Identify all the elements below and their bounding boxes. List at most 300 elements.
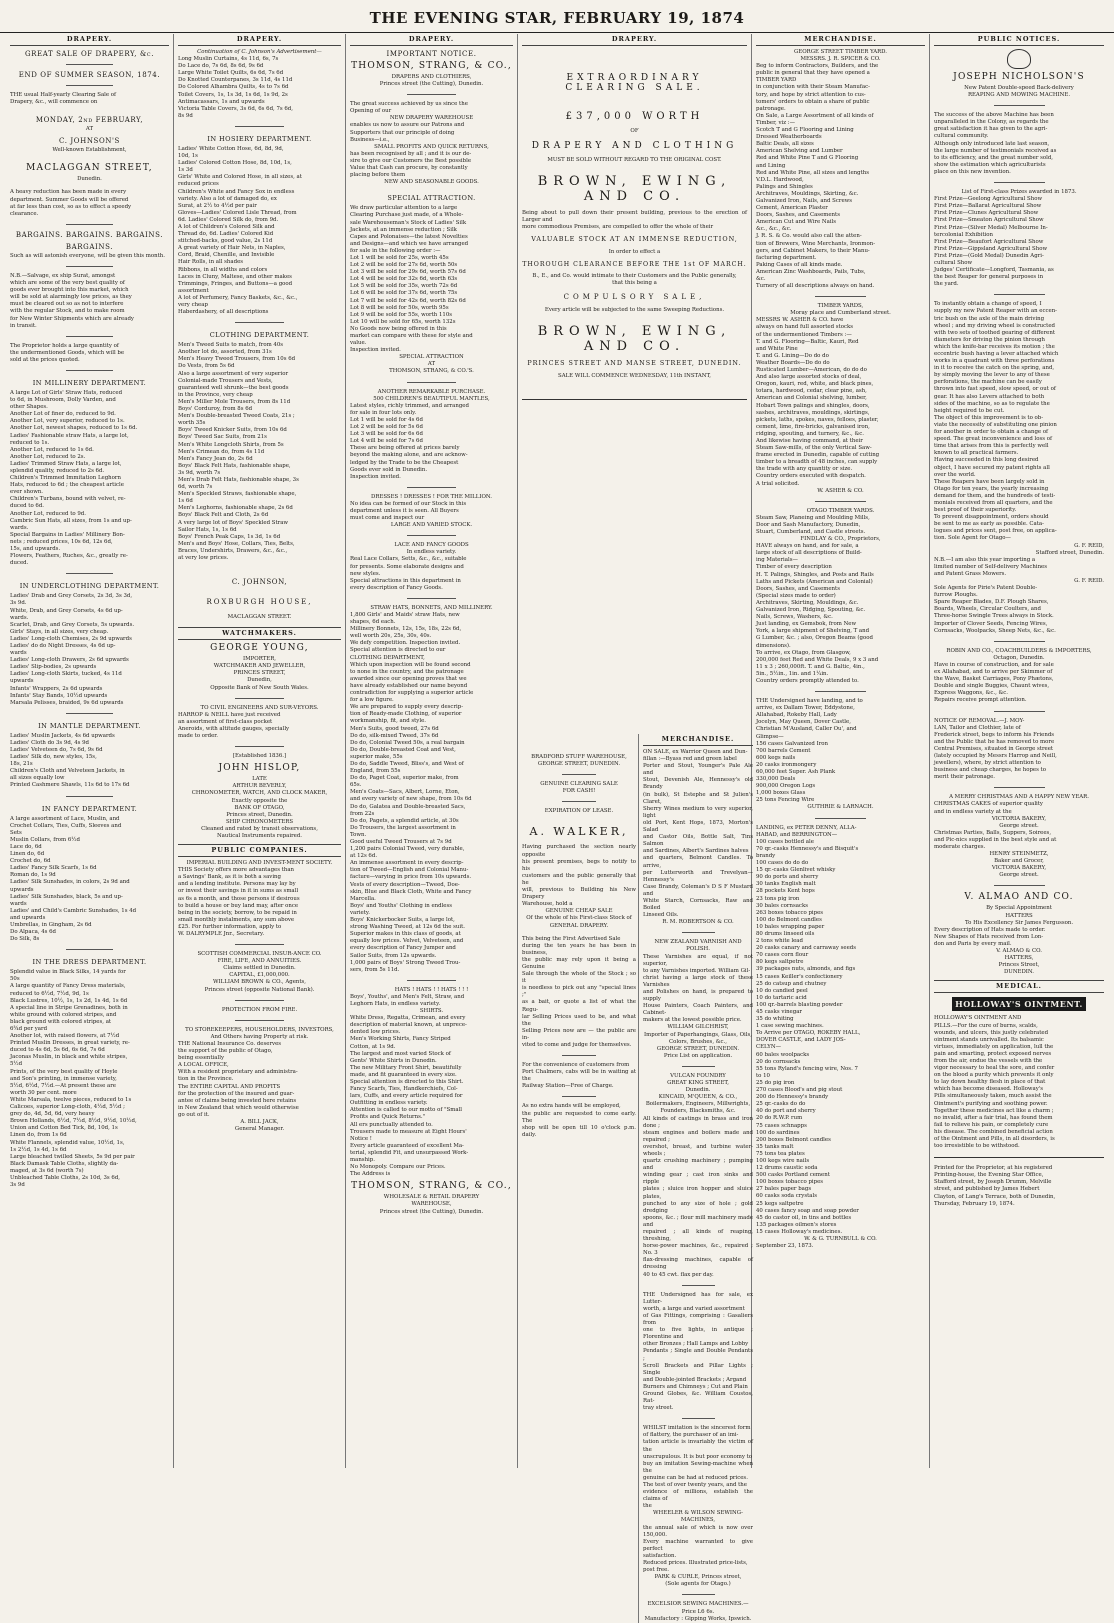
ad-line: FIRE, LIFE, AND ANNUITIES. — [217, 958, 302, 965]
text-line: tation article is invariably the victim of the — [643, 1439, 753, 1453]
text-line: satisfaction. — [643, 1552, 677, 1559]
text-line: Special attractions in this department in — [350, 577, 461, 584]
text-line: placing before them — [350, 172, 406, 179]
text-line: public in general that they have opened a — [756, 70, 870, 77]
text-line: worth, a large and varied assortment — [643, 1305, 745, 1312]
text-line: Antimacassars, 1s and upwards — [178, 98, 265, 105]
text-line: 45 casks vinegar — [756, 1009, 802, 1015]
text-line: very cheap — [178, 302, 208, 308]
text-line: 25 do pig iron — [756, 1079, 795, 1086]
text-line: with two sets of toothed gearing of different — [934, 329, 1055, 336]
text-line: Notice ! — [350, 1135, 372, 1142]
divider — [235, 746, 284, 747]
text-line: 75 cases schnapps — [756, 1122, 807, 1129]
text-line: Lot 2 will be sold for 27s 6d, worth 50s — [350, 262, 458, 269]
text-line: makers at the lowest possible price. — [643, 1017, 742, 1024]
ad-body — [522, 844, 636, 908]
department-heading: IN MANTLE DEPARTMENT. — [38, 721, 141, 730]
text-line: First Prize—Gippsland Agricultural Show — [934, 245, 1048, 252]
text-line: A large assortment of Lace, Muslin, and — [10, 815, 120, 822]
text-line: WHILST imitation is the sincerest form — [643, 1425, 751, 1432]
divider — [235, 1000, 284, 1001]
text-line: timber to a breadth of 48 inches, can supply — [756, 459, 878, 466]
text-line: MESSRS W. ASHER & CO. have — [756, 317, 844, 324]
text-line: shop will be open till 10 o'clock p.m. daily. — [522, 1124, 636, 1138]
text-line: other Shapes. — [10, 404, 48, 411]
firm-name: GEORGE YOUNG, — [210, 643, 309, 654]
ad-highlight: THOROUGH CLEARANCE BEFORE THE 1st OF MARCH. — [522, 260, 747, 268]
column-heading: PUBLIC NOTICES. — [934, 34, 1104, 46]
text-line: Ladies' do do Night Dresses, 4s 6d up- — [10, 642, 116, 649]
ad-body — [756, 515, 925, 536]
ad-address: GEORGE STREET, DUNEDIN. — [537, 761, 621, 768]
text-line: Just landing, ex Gemsbok, from New — [756, 621, 857, 628]
ad-line: Dunedin. — [685, 1087, 711, 1094]
text-line: Doors, Sashes, and Casements — [756, 212, 840, 219]
text-line: The largest and most varied Stock of — [350, 1050, 451, 1057]
text-line: Architraves, Mouldings, Skirting, &c. — [756, 190, 859, 197]
text-line: shapes, 6d each. — [350, 619, 396, 626]
text-line: Cotton, at 1s 9d. — [350, 1043, 396, 1050]
text-line: Laths and Pickets (American and Colonial) — [756, 578, 873, 585]
text-line: is needless to pick out any "special lines ;" — [522, 985, 636, 999]
ad-body — [934, 718, 1104, 782]
text-line: On Sale, a Large Assortment of all kinds of — [756, 112, 874, 119]
ad-body — [934, 301, 1104, 542]
clothing-list — [178, 342, 341, 562]
firm-name: V. ALMAO AND CO. — [964, 892, 1074, 903]
text-line: Haberdashery, of all descriptions — [178, 309, 269, 316]
text-line: Lot 1 will be sold for 4s 6d — [350, 416, 423, 423]
text-line: 1s 6d — [178, 498, 193, 505]
text-line: pickets, laths, spokes, naves, felloes, plaster, — [756, 416, 879, 423]
text-line: Crochet do, 6d — [10, 858, 51, 865]
ad-line: GEORGE STREET, DUNEDIN. — [656, 1045, 740, 1052]
text-line: maged, at 3s 6d (worth 7s) — [10, 1167, 84, 1174]
text-line: have already established our name beyond — [350, 682, 468, 689]
text-line: 35 do whiting — [756, 1016, 794, 1023]
text-line: wards. — [10, 614, 29, 621]
ad-line: Manufactory : Gipping Works, Ipswich. — [644, 1615, 752, 1622]
text-line: 15 cases Holloway's medicines. — [756, 1228, 843, 1235]
text-line: pain and smarting, protect exposed nerves — [934, 1050, 1052, 1057]
text-line: Special attention is directed to this Shirt. — [350, 1079, 464, 1085]
text-line: NOTICE OF REMOVAL.—J. MOY- — [934, 717, 1025, 724]
text-line: Do Knotted Counterpanes, 3s 11d, 4s 11d — [178, 77, 293, 84]
text-line: 100 boxes tobacco pipes — [756, 1179, 824, 1186]
ad-line: (Sole agents for Otago.) — [665, 1581, 731, 1588]
text-line: Large White Toilet Quilts, 6s 6d, 7s 6d — [178, 70, 284, 77]
text-line: duced to 6d. — [10, 503, 45, 510]
household-list — [178, 56, 341, 120]
text-line: Colonial-made Trousers and Vests, — [178, 377, 273, 384]
text-line: to build a house or buy land may, after once — [178, 902, 299, 909]
text-line: Ladies' Cloth do 3s 9d, 4s 9d — [10, 739, 89, 746]
text-line: 15 qr.-casks Glenlivet whisky — [756, 867, 836, 874]
text-line: 156 cases Galvanized Iron — [756, 740, 828, 747]
ad-subtitle: END OF SUMMER SEASON, 1874. — [18, 71, 161, 79]
text-line: For the convenience of customers from — [522, 1062, 630, 1069]
text-line: 200,000 feet Red and White Deals, 9 x 3 and — [756, 656, 879, 663]
text-line: other Bronzes ; Hall Lamps and Lobby — [643, 1341, 749, 1348]
text-line: 10d, 1s — [178, 153, 198, 160]
text-line: merit their patronage. — [934, 774, 996, 781]
firm-trade: CHRONOMETER, WATCH, AND CLOCK MAKER, — [191, 790, 328, 797]
text-line: No idea can be formed of our Stock in this — [350, 500, 467, 507]
text-line: 10 do tartaric acid — [756, 994, 807, 1001]
text-line: Ladies' Colored Cotton Hose, 8d, 10d, 1s, — [178, 160, 292, 167]
ad-body — [756, 543, 925, 685]
text-line: These are being offered at prices barely — [350, 445, 460, 452]
text-line: made, and fit guaranteed in every size. — [350, 1071, 457, 1078]
text-line: wards. — [10, 524, 29, 531]
text-line: Thursday, February 19, 1874. — [934, 1200, 1015, 1207]
ad-body — [934, 830, 1104, 851]
text-line: and Patent Grass Mowers. — [934, 570, 1007, 577]
text-line: Trousers made to measure at Eight Hours' — [350, 1128, 467, 1135]
text-line: and upwards — [10, 914, 46, 921]
text-line: to any Varnishes imported. William Gil- — [643, 967, 751, 974]
text-line: white ground with colored stripes, and — [10, 1011, 117, 1018]
text-line: Muslin Collars, from 6½d — [10, 836, 80, 843]
dress-list — [10, 969, 169, 1189]
section-heading: MEDICAL. — [934, 980, 1104, 993]
ad-title: WHEELER & WILSON SEWING-MACHINES, — [653, 1510, 743, 1524]
text-line: Special Bargains in Ladies' Millinery Bon- — [10, 531, 125, 538]
text-line: department unless it is seen. All Buyers — [350, 507, 459, 514]
text-line: White Flannels, splendid value, 10½d, 1s, — [10, 1139, 125, 1146]
text-line: Boys' Black Felt Hats, fashionable shape, — [178, 462, 291, 469]
text-line: great satisfaction it has given to the agri- — [934, 126, 1048, 133]
section-heading: LACE AND FANCY GOODS — [394, 542, 469, 549]
section-heading: PUBLIC COMPANIES. — [178, 844, 341, 857]
divider — [66, 64, 114, 65]
text-line: quartz crushing machinery ; pumping and — [643, 1158, 753, 1172]
text-line: £25. For further information, apply to — [178, 923, 282, 930]
text-line: And likewise having command, at their — [756, 437, 863, 444]
text-line: Rusticated Lumber—American, do do do — [756, 367, 867, 374]
text-line: terial, splendid Fit, and unsurpassed Work- — [350, 1149, 469, 1156]
signature-name: A. BILL JACK, — [240, 1118, 279, 1125]
text-line: duced to 4s 6d, 5s 6d, 6s 6d, 7s 6d — [10, 1047, 105, 1054]
text-line: Being about to pull down their present building, previous to the erection of Larger and — [522, 210, 747, 224]
text-line: The Proprietor holds a large quantity of — [10, 342, 119, 349]
ad-body — [643, 954, 753, 1025]
text-line: Linen do, from 1s 6d — [10, 1132, 67, 1139]
text-line: ridging, spouting, and turnery, &c., &c. — [756, 430, 864, 437]
text-line: House Painters, Coach Painters, and Cabinet- — [643, 1003, 753, 1017]
text-line: Do do, Saddle Tweed, Bliss's, and West of — [350, 760, 464, 767]
text-line: facture—varying in price from 10s upwards. — [350, 874, 472, 881]
text-line: Glimpse— — [756, 733, 784, 740]
text-line: 1s 2½d, 1s 4d, 1s 6d — [10, 1146, 67, 1153]
text-line: Printed for the Proprietor, at his registered — [934, 1165, 1053, 1172]
text-line: Ladies' Silk Sunshades, in colors, 2s 9d and — [10, 879, 130, 886]
firm-name: R. M. ROBERTSON & CO. — [662, 919, 734, 926]
divider — [994, 641, 1045, 642]
text-line: as 6s a month, and those persons if desirous — [178, 895, 300, 902]
text-line: (Special sizes made to order) — [756, 592, 836, 599]
ad-body — [350, 122, 513, 143]
ad-body — [350, 994, 513, 1008]
text-line: Ladies' Muslin Jackets, 4s 6d upwards — [10, 732, 115, 739]
text-line: has been recognised by all ; and it is our de- — [350, 150, 472, 157]
divider — [994, 182, 1045, 183]
text-line: Do Lace do, 7s 6d, 8s 6d, 9s 6d — [178, 63, 264, 70]
text-line: 20 casks canary and carraway seeds — [756, 945, 856, 952]
firm-name: V. ALMAO & CO. — [996, 948, 1042, 955]
text-line: strong Washing Tweed, at 12s 6d the suit. — [350, 924, 465, 931]
ad-line: Moray place and Cumberland street. — [790, 310, 891, 317]
text-line: York, a large shipment of Shelving, T and — [756, 628, 870, 635]
text-line: evidence of millions, establish the claims of — [643, 1489, 753, 1503]
text-line: Aneroids, with altitude gauges, specially — [178, 725, 290, 732]
text-line: duced. — [10, 560, 29, 567]
text-line: Case Brandy, Coleman's D S F Mustard and — [643, 883, 753, 897]
text-line: First Prize—(Silver Medal) Melbourne In- — [934, 224, 1048, 231]
holloway-banner: HOLLOWAY'S OINTMENT. — [952, 997, 1086, 1011]
text-line: These Reapers have been largely sold in — [934, 478, 1045, 485]
text-line: 15 cases Keiller's confectionery — [756, 973, 843, 980]
text-line: 30 tanks English malt — [756, 881, 816, 888]
text-line: 80 kegs saltpetre — [756, 959, 804, 966]
signature-house: ROXBURGH HOUSE, — [206, 598, 313, 607]
department-heading: IN UNDERCLOTHING DEPARTMENT. — [19, 582, 160, 591]
text-line: beyond the making alone, and are acknow- — [350, 452, 468, 459]
text-line: White Marsala, twelve pieces, reduced to 1s — [10, 1096, 132, 1103]
ad-address: Octagon, Dunedin. — [993, 654, 1045, 661]
text-line: 200 do Hennessy's brandy — [756, 1094, 829, 1101]
ad-body — [10, 189, 169, 217]
text-line: sides of the machine, so as to regulate the — [934, 400, 1050, 407]
text-line: height required to be cut. — [934, 407, 1005, 414]
text-line: one to five lights, in antique ; Florentine and — [643, 1327, 753, 1341]
ad-body — [934, 662, 1104, 705]
firm-address: PRINCES STREET AND MANSE STREET, DUNEDIN. — [527, 359, 742, 368]
divider — [562, 801, 596, 802]
text-line: Superior makes in this class of goods, at — [350, 931, 461, 938]
column-heading: DRAPERY. — [10, 34, 169, 46]
firm-city: Dunedin, — [247, 677, 272, 684]
text-line: Opening of our — [350, 108, 392, 115]
ad-body — [350, 151, 513, 179]
text-line: 100 do Belmont candles — [756, 916, 822, 923]
text-line: worth 30 per cent. more — [10, 1089, 77, 1096]
text-line: in conjunction with their Steam Manufac- — [756, 84, 870, 91]
text-line: Double and single Buggies, Chaunt wives, — [934, 683, 1050, 690]
text-line: at far less than cost, so as to effect a speedy — [10, 203, 132, 210]
text-line: Stout, Devenish Ale, Hennessy's old Brandy — [643, 777, 753, 791]
text-line: 11 x 3 ; 260,000ft. T. and G. Baltic, 4in., — [756, 663, 865, 670]
text-line: A lot of Perfumery, Fancy Baskets, &c., &c., — [178, 294, 298, 301]
text-line: No Goods now being offered in this — [350, 325, 447, 332]
text-line: To instantly obtain a change of speed, I — [934, 301, 1042, 308]
section-heading: ANOTHER REMARKABLE PURCHASE. — [377, 388, 486, 395]
text-line: ON SALE, ex Warrior Queen and Dun- — [643, 749, 748, 755]
text-line: Dressed Weatherboards — [756, 134, 822, 141]
text-line: Red and White Pine T and G Flooring — [756, 155, 859, 162]
text-line: 23 tons pig iron — [756, 895, 800, 902]
ad-highlight: VALUABLE STOCK AT AN IMMENSE REDUCTION, — [531, 235, 738, 244]
firm-name: A. WALKER, — [529, 825, 629, 839]
text-line: Infants' Stay Bands, 10½d upwards — [10, 692, 108, 699]
text-line: Lot 1 will be sold for 25s, worth 45s — [350, 254, 449, 261]
text-line: unparalleled in the Colony, as regards the — [934, 119, 1049, 126]
text-line: frame erected in Dunedin, capable of cutting — [756, 452, 880, 459]
ad-line: Every article will be subjected to the same Sweeping Reductions. — [544, 306, 725, 313]
text-line: 60,000 feet Super. Ash Plank — [756, 769, 836, 775]
firm-name: PARK & CURLE, Princes street, — [654, 1574, 742, 1581]
text-line: 500 casks Portland cement — [756, 1172, 830, 1179]
text-line: Boys' and Youths' Clothing in endless — [350, 902, 453, 909]
text-line: Millinery Bonnets, 12s, 15s, 18s, 22s 6d, — [350, 626, 462, 633]
text-line: Infants' Wrappers, 2s 6d upwards — [10, 685, 103, 692]
ad-line: Baker and Grocer, — [994, 858, 1044, 865]
text-line: Which upon inspection will be found second — [350, 661, 471, 668]
text-line: 5½d — [10, 1061, 23, 1068]
text-line: All kinds of castings in brass and iron done ; — [643, 1115, 753, 1129]
at-label: AT — [427, 361, 436, 368]
text-line: Timber of every description — [756, 564, 832, 571]
ad-line: By Special Appointment — [986, 905, 1052, 912]
text-line: 200 boxes Belmont candles — [756, 1136, 831, 1143]
text-line: in transit. — [10, 322, 37, 329]
text-line: 10 bales wrapping paper — [756, 923, 825, 930]
text-line: 70 qr.-casks Hennessy's and Bisquit's — [756, 845, 859, 852]
text-line: Another lot, with raised flowers, at 7½d — [10, 1033, 120, 1040]
ad-line: New Patent Double-speed Back-delivery — [964, 85, 1074, 91]
text-line: New Shapes of Hats received from Lon- — [934, 933, 1044, 940]
text-line: Calicoes, superior Long-cloth, 4½d, 5½d ; — [10, 1104, 125, 1111]
text-line: PILLS.—For the cure of burns, scalds, — [934, 1022, 1038, 1029]
fancy-list — [10, 816, 169, 944]
text-line: no invalid, after a fair trial, has found them — [934, 1114, 1053, 1121]
text-line: christ having a large stock of these Varnishes — [643, 974, 753, 988]
text-line: The test of over twenty years, and the — [643, 1482, 747, 1488]
text-line: 3s 9d. — [10, 600, 27, 607]
text-line: Judges' Certificate—Longford, Tasmania, as — [934, 267, 1054, 274]
divider — [994, 711, 1045, 712]
text-line: Do do, Double-breasted Coat and Vest, — [350, 746, 456, 753]
ad-body — [643, 1425, 753, 1510]
text-line: 5½d, 6½d, 7½d.—At present these are — [10, 1082, 116, 1089]
divider — [682, 1285, 715, 1286]
firm-name: HENRY STEINMETZ, — [989, 851, 1049, 858]
text-line: Country orders executed with despatch. — [756, 473, 866, 480]
text-line: Lot 6 will be sold for 37s 6d, worth 75s — [350, 290, 458, 297]
ad-body — [643, 1116, 753, 1279]
text-line: 10 do candied peel — [756, 987, 808, 994]
text-line: tion. Sole Agent for Otago— — [934, 535, 1011, 542]
text-line: Men's and Boys' Hose, Collars, Ties, Belts, — [178, 540, 295, 547]
text-line: Do do, silk-mixed Tweed, 37s 6d — [350, 732, 439, 739]
text-line: 1,800 Girls' and Maids' straw Hats, new — [350, 612, 460, 618]
text-line: No Monopoly. Compare our Prices. — [350, 1164, 446, 1171]
text-line: best proof of their superiority. — [934, 507, 1017, 514]
text-line: worth 35s — [178, 420, 206, 427]
text-line: Turnery of all descriptions always on hand. — [756, 283, 875, 290]
divider — [562, 1055, 596, 1056]
text-line: workmanship, fit, and style. — [350, 718, 426, 725]
text-line: Ribbons, in all widths and colors — [178, 266, 268, 273]
firm-name: VICTORIA BAKERY, — [991, 815, 1047, 822]
text-line: from 22s — [350, 810, 375, 817]
millinery-list — [10, 390, 169, 567]
text-line: vigor necessary to heal the sore, and confer — [934, 1065, 1055, 1072]
text-line: Repairs receive prompt attention. — [934, 697, 1027, 704]
text-line: Scotch T and G Flooring and Lining — [756, 127, 854, 134]
text-line: Ladies' Silk do, new styles, 15s, — [10, 754, 97, 761]
text-line: Sailor Hats, 1s, 1s 6d — [178, 526, 237, 533]
ad-body — [934, 557, 1104, 578]
text-line: Stafford street, by Joseph Drumm, Melville — [934, 1179, 1052, 1186]
ad-body — [756, 698, 925, 804]
ad-line: In endless variety. — [406, 549, 457, 556]
text-line: sers, from 5s 11d. — [350, 966, 400, 973]
divider — [562, 774, 596, 775]
firm-address: Princes street (the Cutting), Dunedin. — [379, 1208, 484, 1215]
text-line: 3s 9d — [10, 1182, 25, 1189]
divider — [815, 691, 866, 692]
text-line: in it to receive the catch on the spring, and, — [934, 365, 1055, 372]
text-line: punched to any size of hole ; gold dredging — [643, 1200, 753, 1214]
text-line: W. DALRYMPLE Jnr., Secretary. — [178, 931, 265, 937]
divider — [235, 322, 284, 323]
text-line: Lot 5 will be sold for 35s, worth 72s 6d — [350, 283, 458, 290]
text-line: Stuart, Cumberland, and Castle streets. — [756, 529, 866, 535]
text-line: Timber, viz :— — [756, 119, 796, 126]
text-line: Cornsacks, Woolpacks, Sheep Nets, &c., &c. — [934, 627, 1056, 634]
text-line: 100 do sardines — [756, 1129, 800, 1136]
text-line: arrive, ex Dallam Tower, Eddystone, — [756, 705, 855, 712]
text-line: 18s, 21s — [10, 761, 33, 768]
text-line: Printed Cashmere Shawls, 11s 6d to 17s 6d — [10, 782, 130, 789]
divider — [934, 1157, 1104, 1158]
ad-body — [756, 63, 925, 290]
text-line: Lot 7 will be sold for 42s 6d, worth 82s 6d — [350, 297, 466, 304]
text-line: Ladies' Long-cloth Drawers, 2s 6d upwards — [10, 657, 129, 664]
text-line: tion of Brewers, Wine Merchants, Ironmon- — [756, 240, 876, 247]
text-line: First Prize—Ballarat Agricultural Show — [934, 203, 1042, 210]
text-line: &c., &c., &c. — [756, 226, 792, 233]
text-line: Laces in Cluny, Maltese, and other makes — [178, 273, 292, 280]
ad-line: Importer of Paperhangings, Glass, Oils, — [644, 1031, 752, 1038]
text-line: Red and White Pine, all sizes and lengths — [756, 169, 869, 176]
text-line: Leghorn Hats, in endless variety. — [350, 1000, 441, 1007]
text-line: 135 packages oilmen's stores — [756, 1221, 837, 1228]
firm-name: C. JOHNSON'S — [59, 137, 120, 146]
text-line: White Dress, Regatta, Crimean, and every — [350, 1015, 466, 1022]
text-line: 65s. — [350, 782, 362, 789]
text-line: Outfitting in endless variety. — [350, 1100, 428, 1107]
text-line: supply my new Patent Reaper with an eccen- — [934, 308, 1057, 315]
column-drapery-continued — [174, 34, 346, 1468]
text-line: Boys', Youths', and Men's Felt, Straw, and — [350, 993, 465, 1000]
text-line: Otago for ten years, the yearly increasing — [934, 485, 1049, 492]
text-line: Three-horse Swingle Trees always in Stock. — [934, 613, 1054, 620]
text-line: Men's White Longcloth Shirts, from 5s — [178, 441, 284, 448]
text-line: HABAD, and BERRINGTON— — [756, 831, 838, 838]
of-label: OF — [630, 128, 639, 134]
mantles-list — [350, 403, 513, 481]
text-line: grey do, 4d, 5d, 6d, very heavy — [10, 1111, 95, 1118]
text-line: Thread do, 6d. Ladies' Colored Kid — [178, 231, 274, 238]
text-line: This being the First Advertised Sale — [522, 935, 621, 942]
hosiery-list — [178, 146, 341, 316]
divider — [994, 885, 1045, 886]
street-name: MACLAGGAN STREET, — [26, 163, 153, 174]
ad-address: Stafford street, Dunedin. — [1035, 549, 1104, 556]
